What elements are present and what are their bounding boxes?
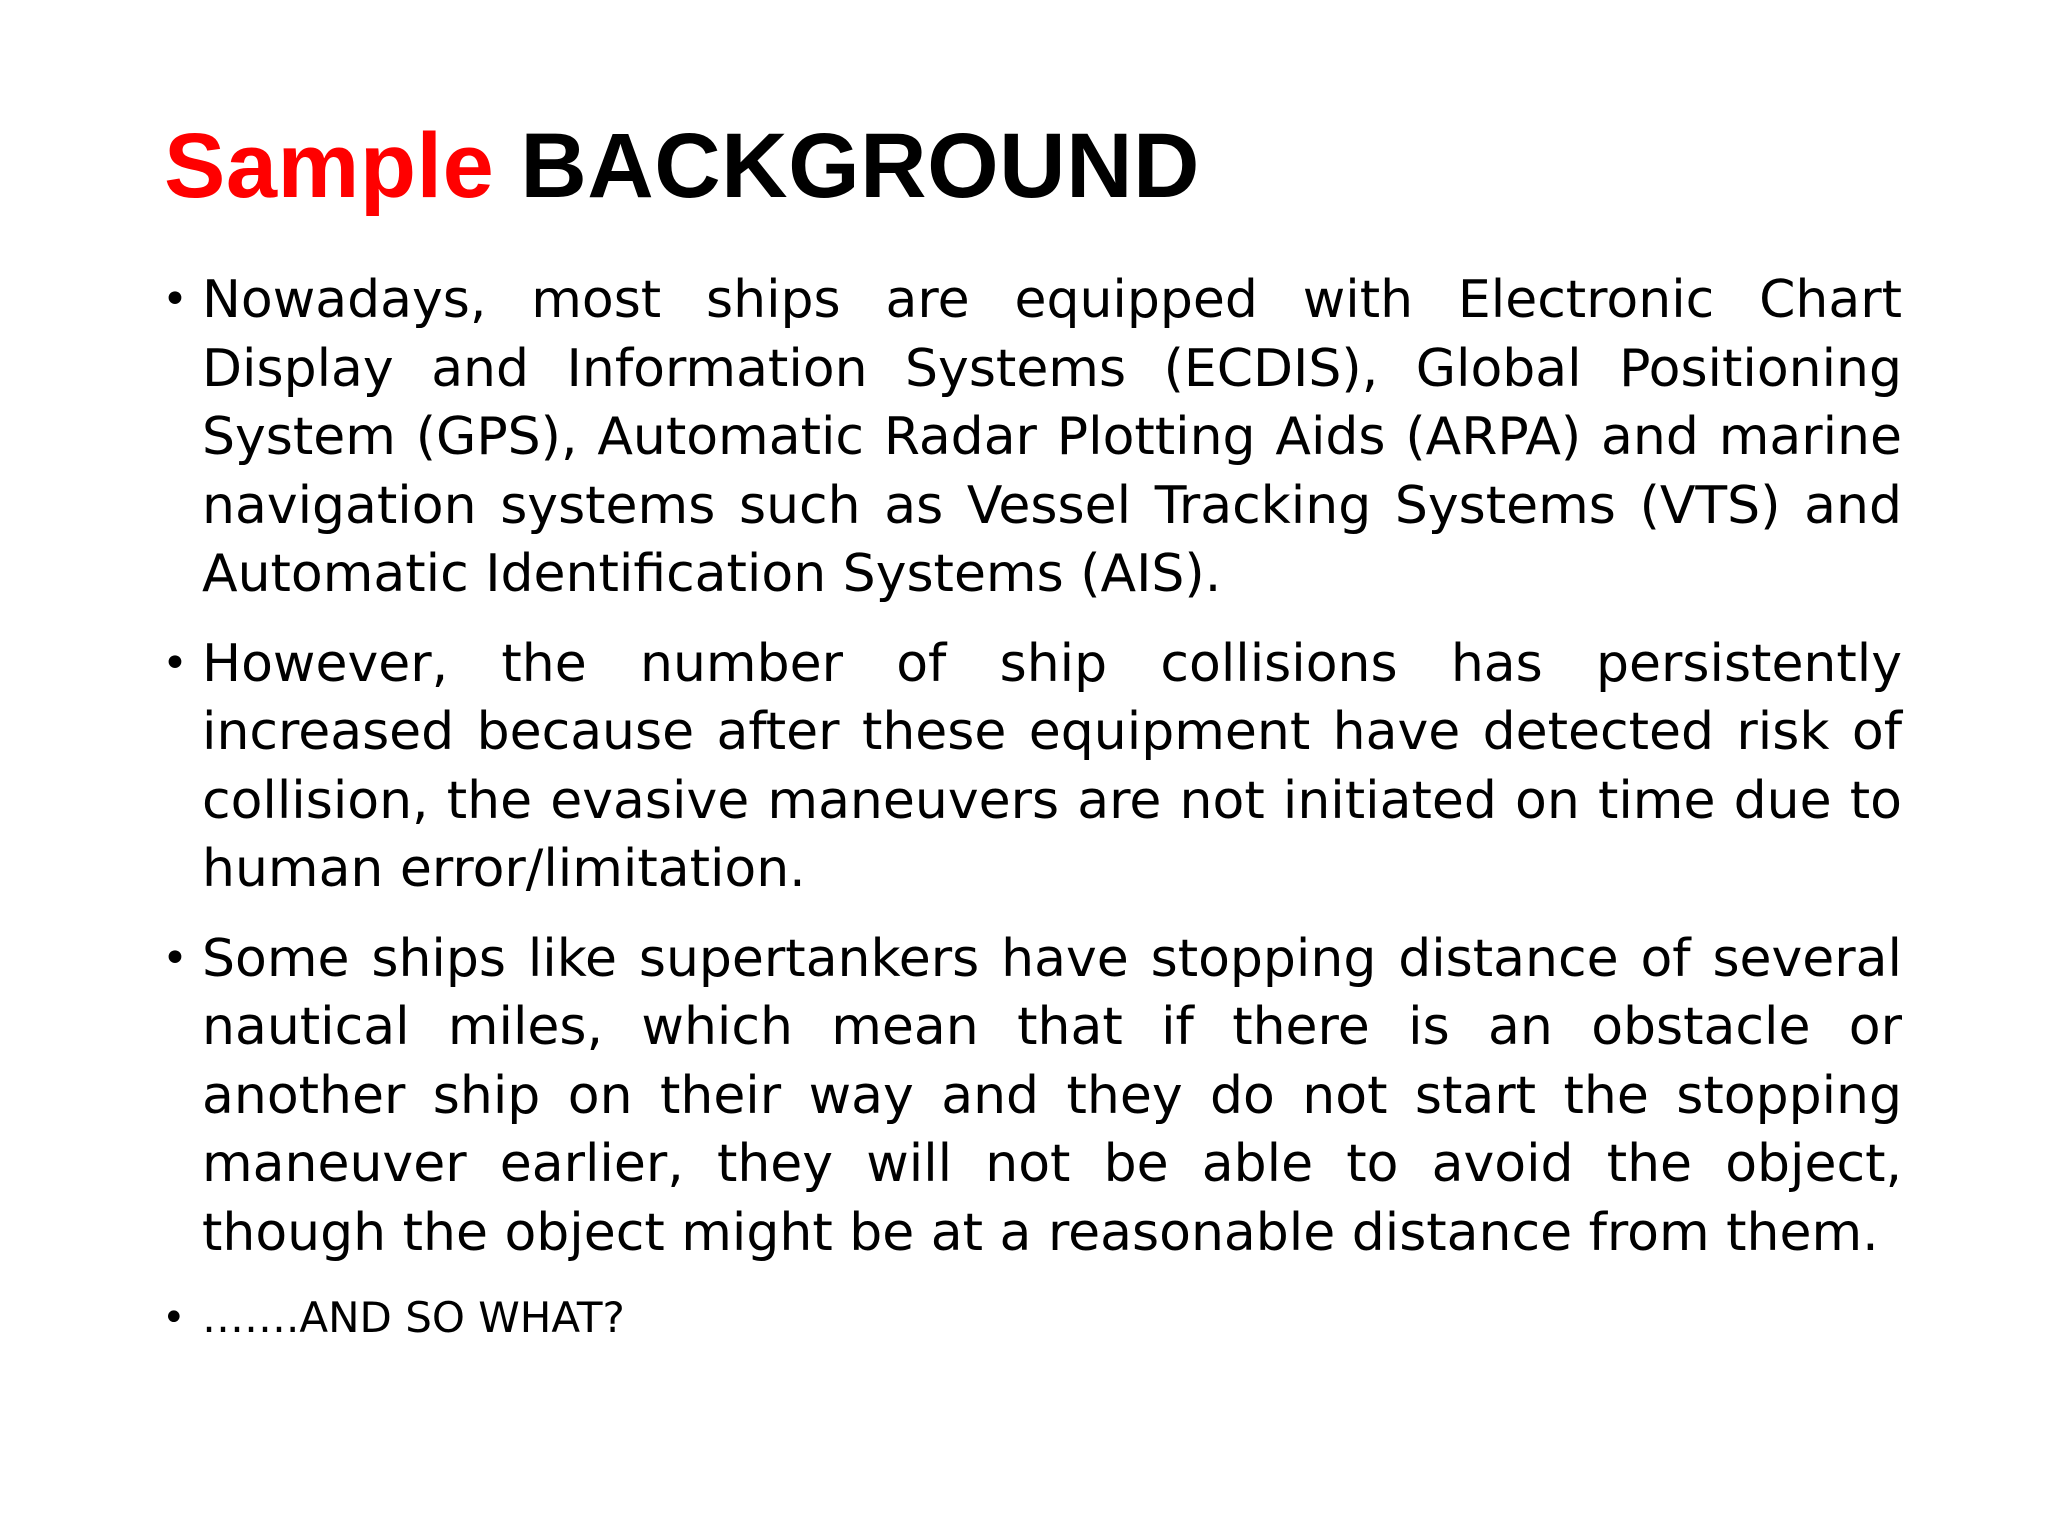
bullet-item [162, 266, 1902, 609]
bullet-dot-icon: • [162, 1295, 186, 1341]
bullet-dot-icon: • [162, 274, 188, 325]
bullet-item [162, 1288, 1902, 1348]
title-main-word: BACKGROUND [520, 115, 1200, 217]
bullet-text: …….AND SO WHAT? [202, 1293, 625, 1342]
bullet-list [162, 266, 1902, 1369]
bullet-text: However, the number of ship collisions has persistently increased because after these equipment have detected risk of collision, the evasive maneuvers are not initiated on time due to human error/limitation. [202, 633, 1902, 899]
slide-title [164, 108, 1200, 224]
bullet-dot-icon: • [162, 932, 188, 984]
bullet-item [162, 925, 1902, 1268]
bullet-text: Some ships like supertankers have stopping distance of several nautical miles, which mean that if there is an obstacle or another ship on their way and they do not start the stopping maneuver earlier, they will not be able to avoid the object, though the object might be at a reasonable distance from them. [202, 928, 1902, 1263]
bullet-dot-icon: • [162, 637, 188, 689]
bullet-item [162, 630, 1902, 904]
title-accent-word: Sample [164, 115, 495, 217]
bullet-text: Nowadays, most ships are equipped with Electronic Chart Display and Information Systems (ECDIS), Global Positioning System (GPS), Automatic Radar Plotting Aids (ARPA) and marine navigation systems such as Vessel Tracking Systems (VTS) and Automatic Identification Systems (AIS). [202, 270, 1902, 604]
